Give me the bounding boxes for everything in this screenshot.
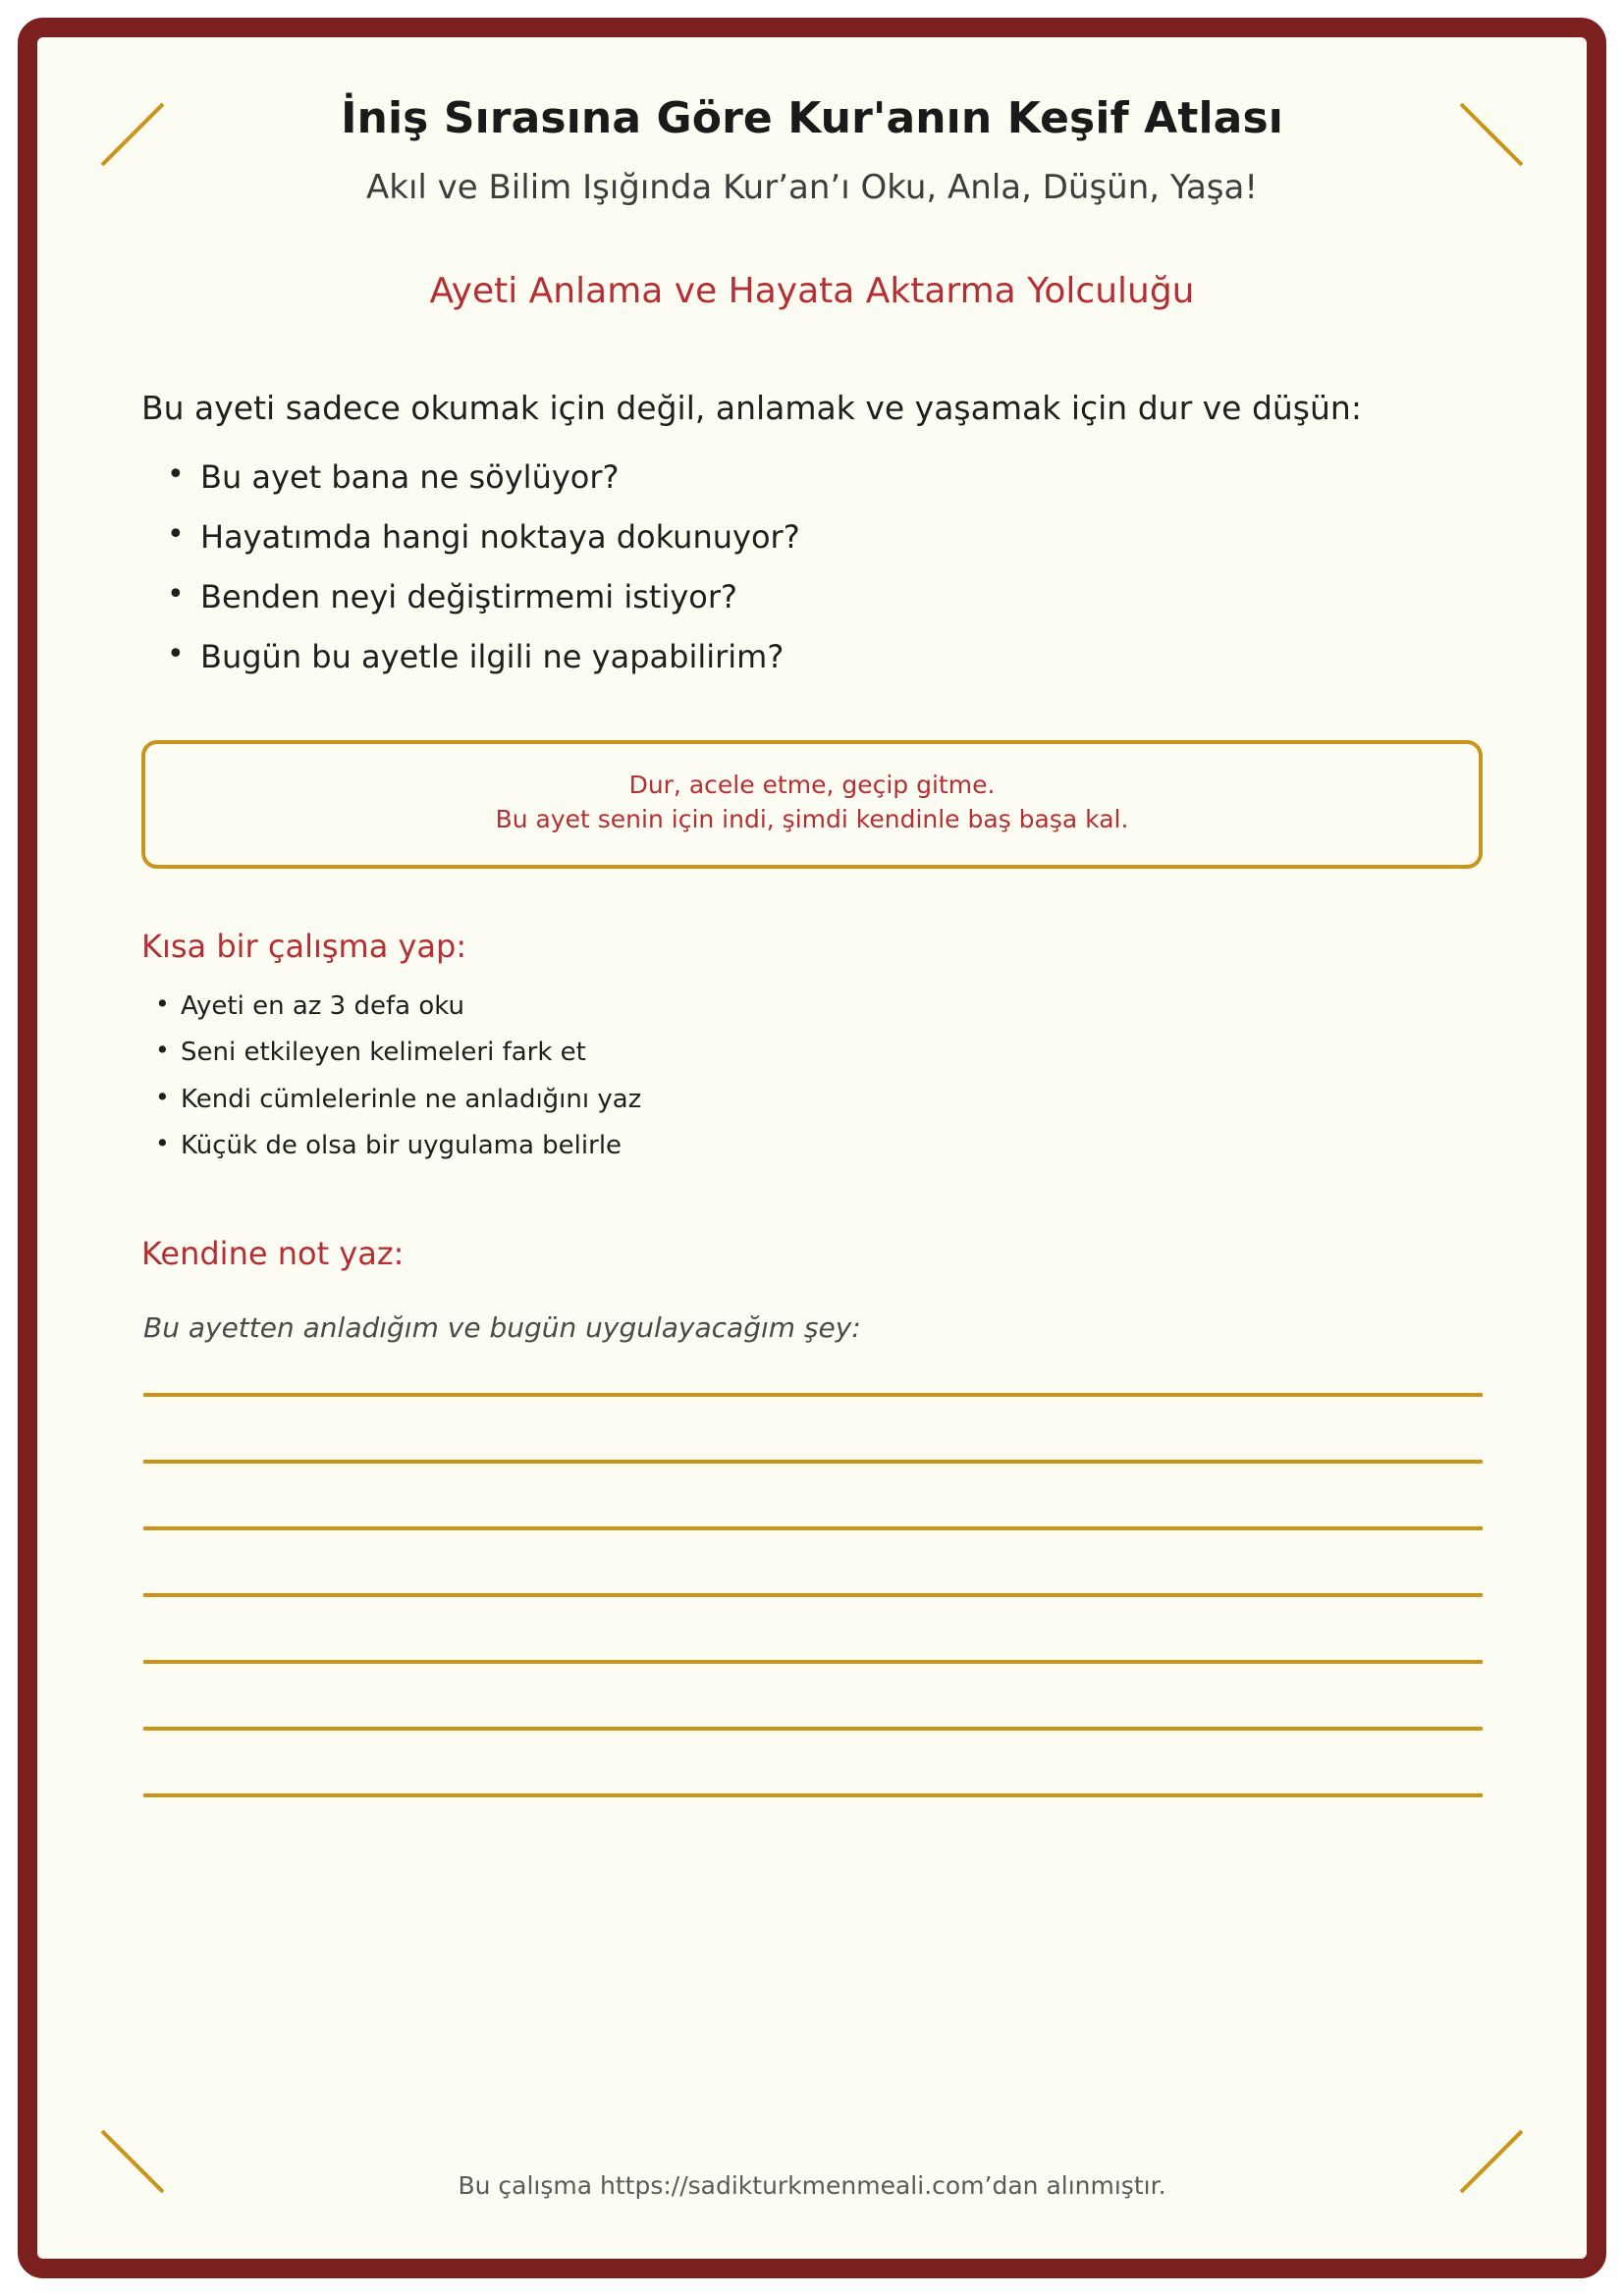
writing-line[interactable] [143,1660,1483,1664]
list-item: • Hayatımda hangi noktaya dokunuyor? [167,517,1483,577]
list-item: • Seni etkileyen kelimeleri fark et [155,1037,1483,1083]
writing-lines-area[interactable] [141,1346,1483,1797]
reflection-question-list [141,432,1483,697]
page-subtitle: Akıl ve Bilim Işığında Kur’an’ı Oku, Anla, Düşün, Yaşa! [366,167,1258,207]
intro-paragraph: Bu ayeti sadece okumak için değil, anlamak ve yaşamak için dur ve düşün: [141,389,1362,428]
practice-task-list [141,965,1483,1176]
writing-line[interactable] [143,1793,1483,1797]
page-content [47,47,1577,2249]
list-item: • Kendi cümlelerinle ne anladığını yaz [155,1084,1483,1130]
list-item: • Küçük de olsa bir uygulama belirle [155,1130,1483,1176]
page-title: İniş Sırasına Göre Kur'anın Keşif Atlası [341,93,1283,143]
footer-source-note: Bu çalışma https://sadikturkmenmeali.com’dan alınmıştır. [458,2170,1166,2200]
list-item: • Benden neyi değiştirmemi istiyor? [167,577,1483,637]
list-item: • Bu ayet bana ne söylüyor? [167,457,1483,517]
section-title: Ayeti Anlama ve Hayata Aktarma Yolculuğu [429,271,1195,312]
callout-line-1: Dur, acele etme, geçip gitme. [628,770,996,799]
callout-line-2: Bu ayet senin için indi, şimdi kendinle baş başa kal. [495,805,1129,834]
writing-line[interactable] [143,1526,1483,1530]
practice-heading: Kısa bir çalışma yap: [141,927,467,965]
list-item: • Bugün bu ayetle ilgili ne yapabilirim? [167,637,1483,697]
notes-heading: Kendine not yaz: [141,1235,405,1273]
notes-prompt: Bu ayetten anladığım ve bugün uygulayacağım şey: [143,1310,861,1344]
list-item: • Ayeti en az 3 defa oku [155,990,1483,1037]
writing-line[interactable] [143,1727,1483,1731]
paper-surface [47,47,1577,2249]
writing-line[interactable] [143,1393,1483,1397]
callout-box [141,740,1483,869]
writing-line[interactable] [143,1460,1483,1464]
writing-line[interactable] [143,1593,1483,1597]
